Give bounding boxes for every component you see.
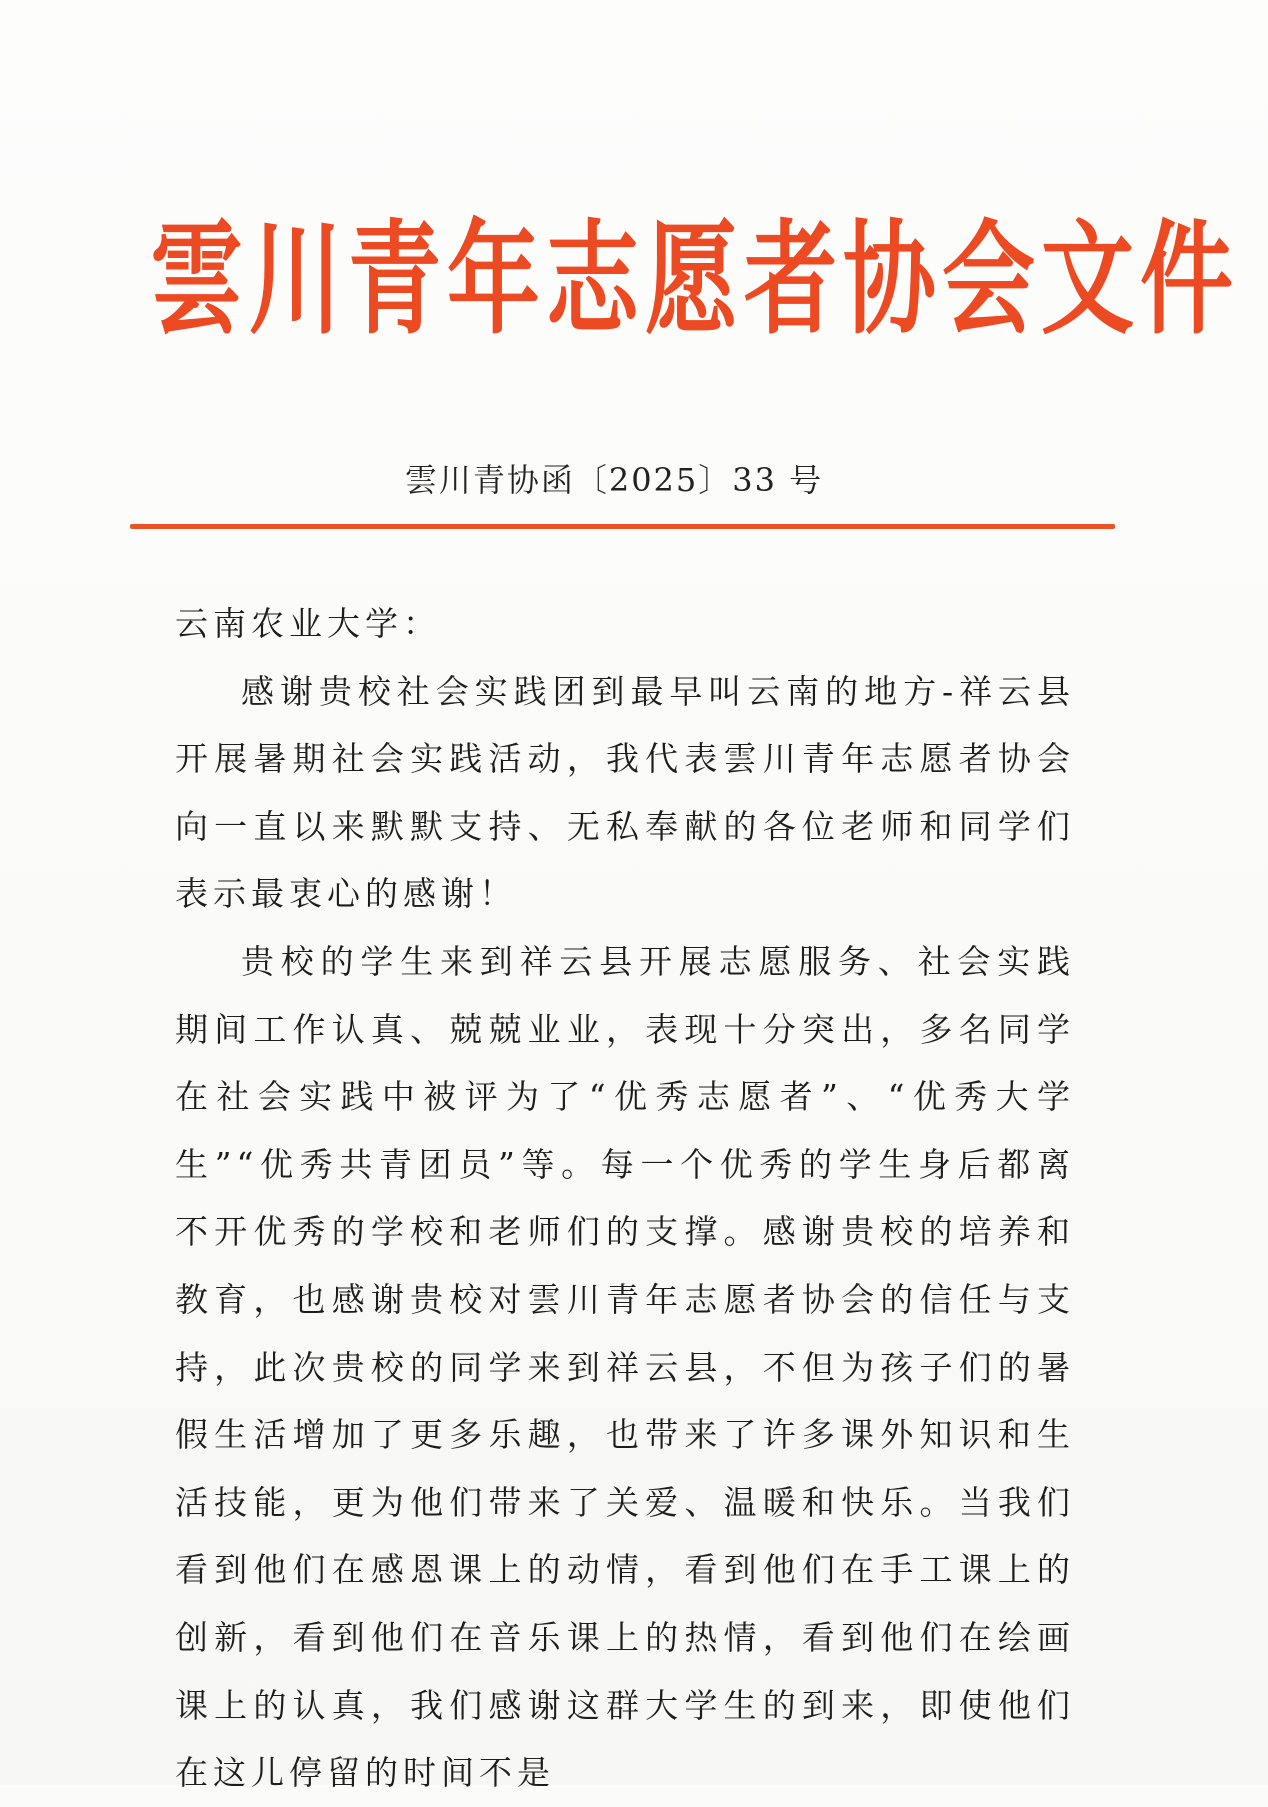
letter-body: [175, 590, 1075, 1807]
document-number: 雲川青协函〔2025〕33 号: [404, 461, 824, 499]
letter-paragraph-2: 贵校的学生来到祥云县开展志愿服务、社会实践期间工作认真、兢兢业业，表现十分突出，多名同学在社会实践中被评为了“优秀志愿者”、“优秀大学生”“优秀共青团员”等。每一个优秀的学生身后都离不开优秀的学校和老师们的支撑。感谢贵校的培养和教育，也感谢贵校对雲川青年志愿者协会的信任与支持，此次贵校的同学来到祥云县，不但为孩子们的暑假生活增加了更多乐趣，也带来了许多课外知识和生活技能，更为他们带来了关爱、温暖和快乐。当我们看到他们在感恩课上的动情，看到他们在手工课上的创新，看到他们在音乐课上的热情，看到他们在绘画课上的认真，我们感谢这群大学生的到来，即使他们在这儿停留的时间不是: [175, 941, 1075, 1793]
letter-paragraph-1: 感谢贵校社会实践团到最早叫云南的地方-祥云县开展暑期社会实践活动，我代表雲川青年志愿者协会向一直以来默默支持、无私奉献的各位老师和同学们表示最衷心的感谢！: [175, 671, 1075, 914]
red-divider-line: [130, 524, 1115, 529]
document-header-title: 雲川青年志愿者协会文件: [150, 208, 1239, 352]
letter-salutation: 云南农业大学：: [175, 604, 441, 643]
